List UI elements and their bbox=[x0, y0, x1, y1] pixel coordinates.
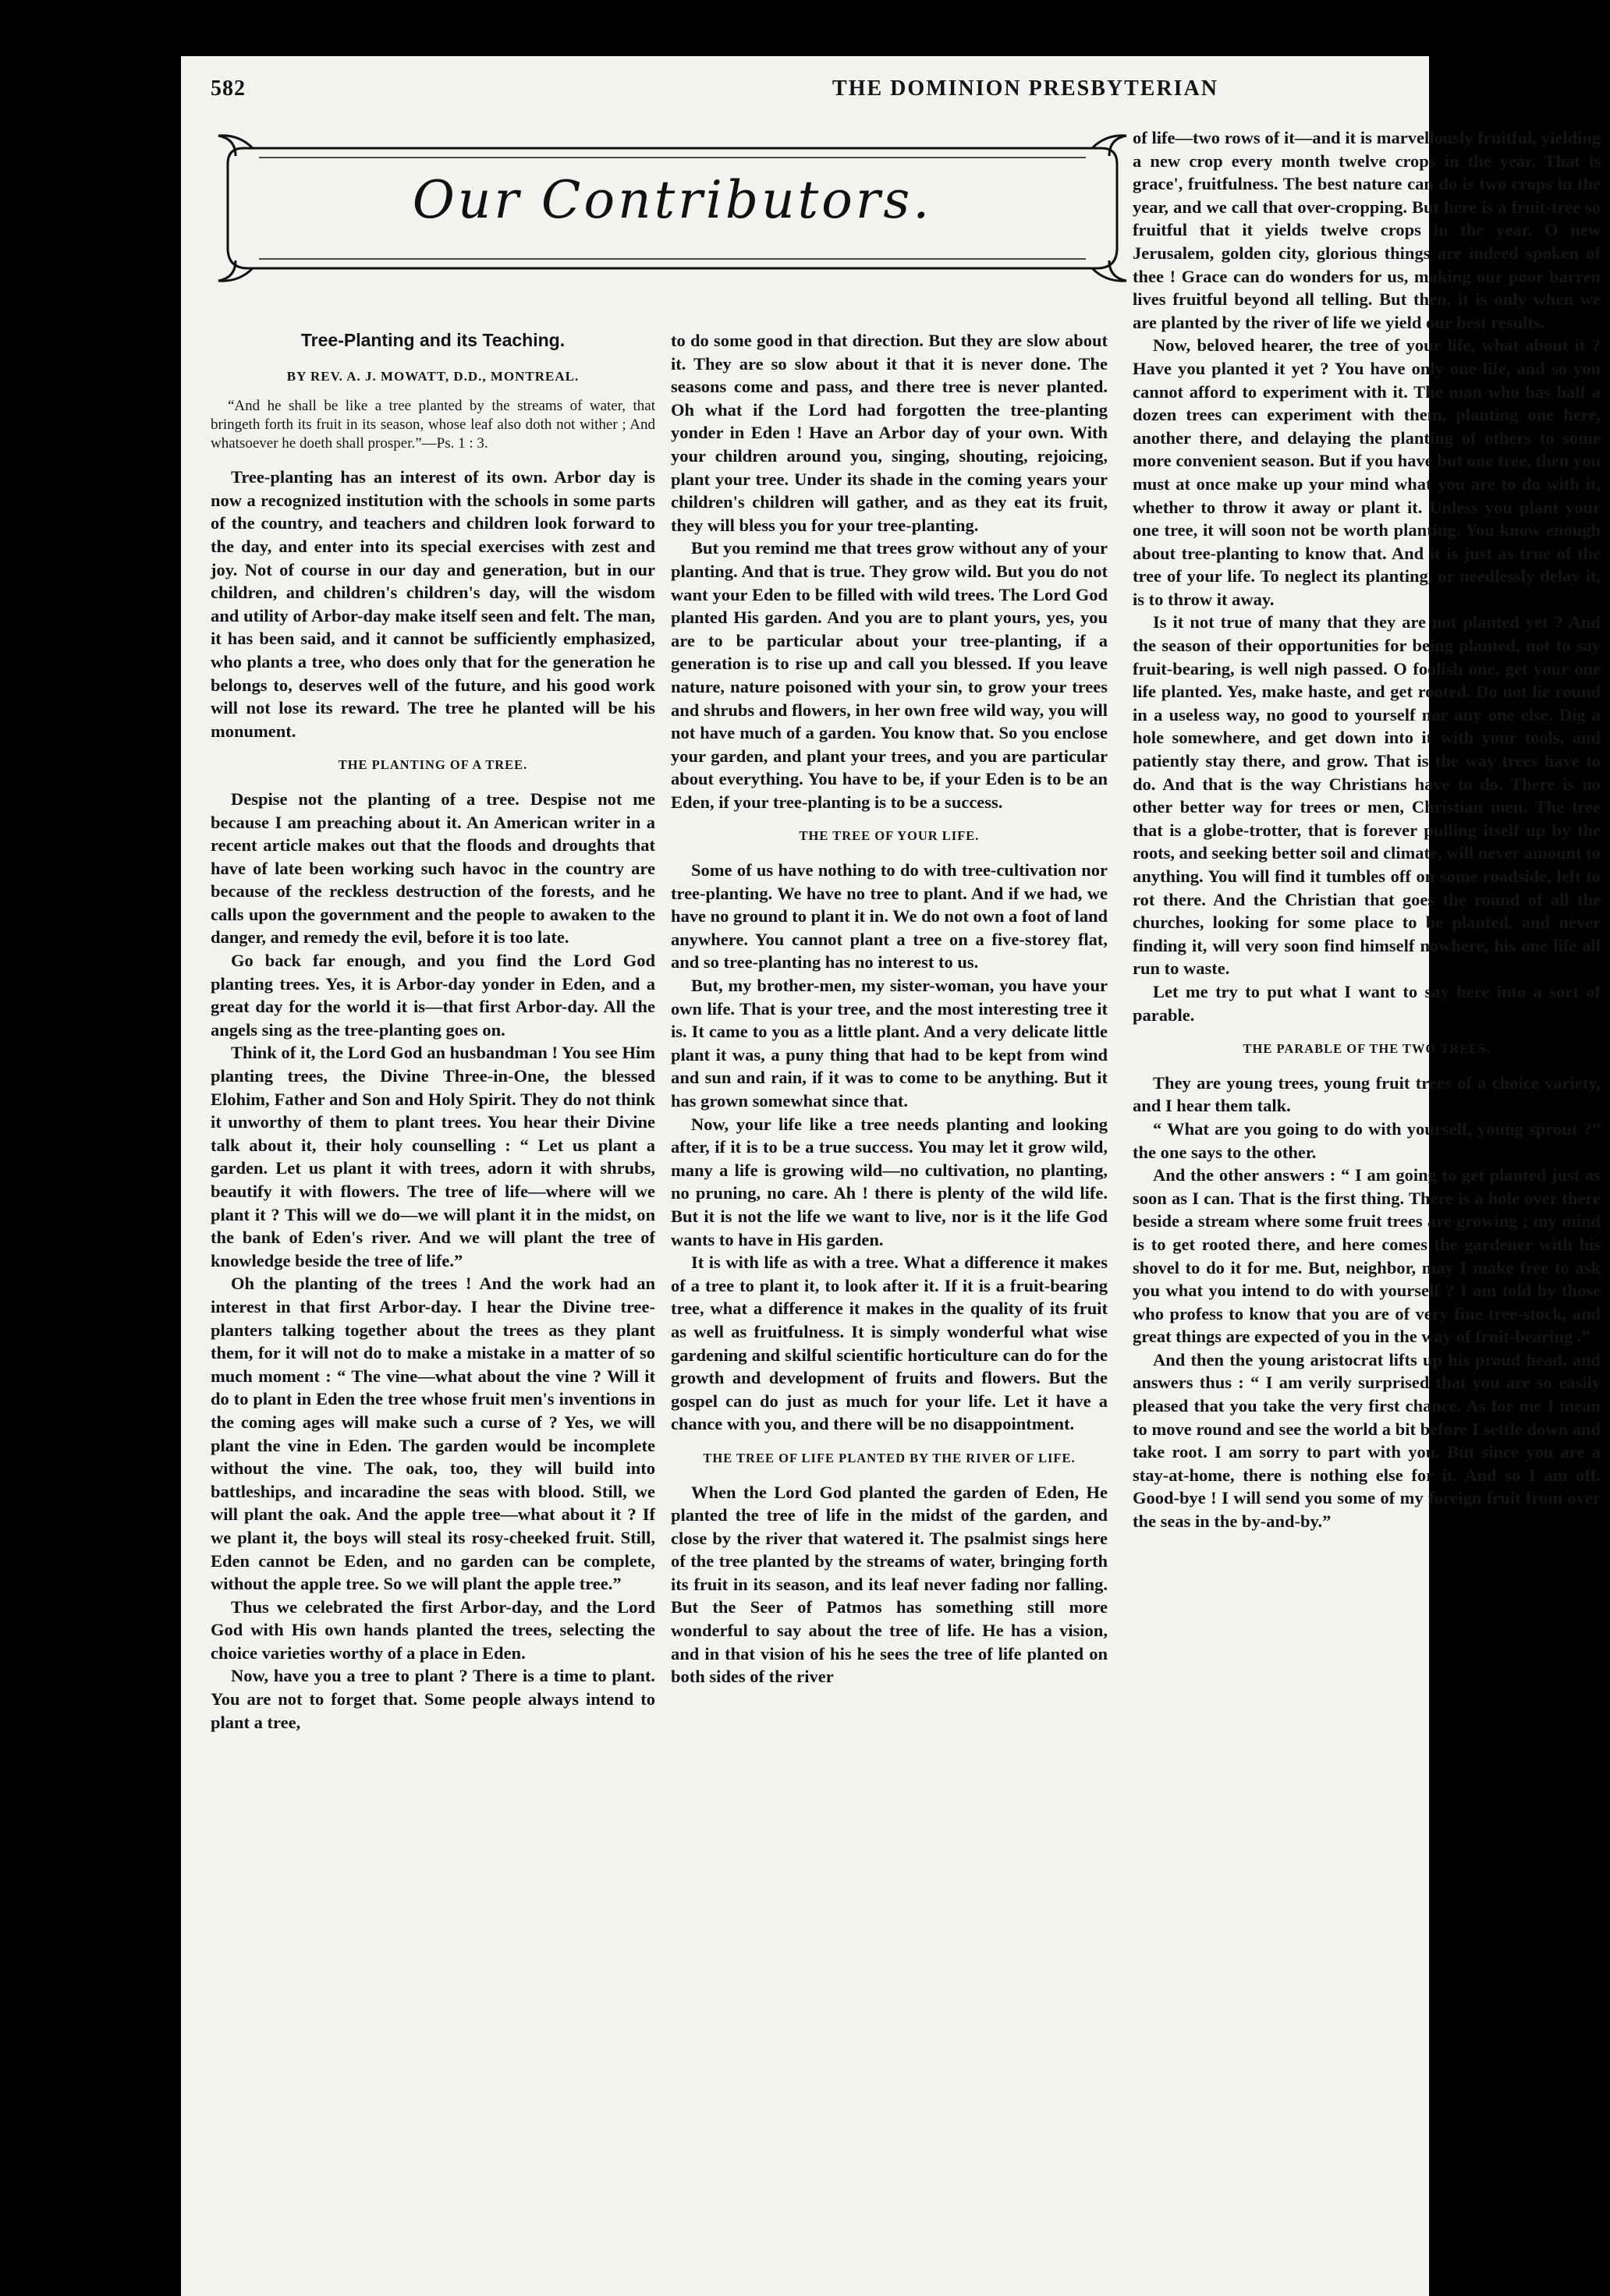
column-1 bbox=[211, 329, 655, 1734]
paragraph: Now, have you a tree to plant ? There is a time to plant. You are not to forget that. Some people always intend to plant a tree, bbox=[211, 1666, 655, 1732]
paragraph: When the Lord God planted the garden of Eden, He planted the tree of life in the midst of the garden, and close by the river that watered it. The psalmist sings here of the tree planted by the streams of water, bringing forth its fruit in its season, and its leaf never fading nor falling. But the Seer of Patmos has something still more wonderful to say about the tree of life. He has a vision, and in that vision of his he sees the tree of life planted on both sides of the river bbox=[671, 1482, 1108, 1687]
paragraph: Now, beloved hearer, the tree of your life, what about it ? Have you planted it yet ? You have only one life, and so you cannot afford to experiment with it. The man who has half a dozen trees can experiment with them, planting one here, another there, and delaying the planting of others to some more convenient season. But if you have but one tree, then you must at once make up your mind what you are to do with it, whether to throw it away or plant it. Unless you plant your one tree, it will soon not be worth planting. You know enough about tree-planting to know that. And it is just as true of the tree of your life. To neglect its planting, or needlessly delay it, is to throw it away. bbox=[1133, 335, 1601, 609]
paragraph: They are young trees, young fruit trees of a choice variety, and I hear them talk. bbox=[1133, 1072, 1601, 1116]
paragraph: Thus we celebrated the first Arbor-day, and the Lord God with His own hands planted the trees, selecting the choice varieties worthy of a place in Eden. bbox=[211, 1596, 655, 1663]
page-header bbox=[211, 70, 1218, 109]
paragraph: Tree-planting has an interest of its own. Arbor day is now a recognized institution with the schools in some parts of the country, and teachers and children look forward to the day, and enter into its special exercises with zest and joy. Not of course in our day and generation, but in our children, and children's children's day, will the wisdom and utility of Arbor-day make itself seen and felt. The man, it has been said, and it cannot be sufficiently emphasized, who plants a tree, who does only that for the generation he belongs to, deserves well of the future, and his good work will not lose its reward. The tree he planted will be his monument. bbox=[211, 467, 655, 741]
page-number: 582 bbox=[211, 76, 246, 101]
newspaper-page bbox=[181, 56, 1601, 2296]
paragraph: And the other answers : “ I am going to get planted just as soon as I can. That is the first thing. There is a hole over there beside a stream where some fruit trees are growing ; my mind is to get rooted there, and here comes the gardener with his shovel to do it for me. But, neighbor, may I make free to ask you what you intend to do with yourself ? I am told by those who profess to know that you are of very fine tree-stock, and great things are expected of you in the way of fruit-bearing .” bbox=[1133, 1165, 1601, 1347]
masthead: THE DOMINION PRESBYTERIAN bbox=[832, 76, 1218, 101]
paragraph: Now, your life like a tree needs planting and looking after, if it is to be a true success. You may let it grow wild, many a life is growing wild—no cultivation, no planting, no pruning, no care. Ah ! there is plenty of the wild life. But it is not the life we want to live, nor is it the life God wants to have in His garden. bbox=[671, 1114, 1108, 1249]
paragraph: But, my brother-men, my sister-woman, you have your own life. That is your tree, and the most interesting tree it is. It came to you as a little plant. And a very delicate little plant it was, a puny thing that had to be kept from wind and sun and rain, if it was to come to be anything. But it has grown somewhat since that. bbox=[671, 976, 1108, 1111]
subheading: THE PARABLE OF THE TWO TREES. bbox=[1243, 1041, 1491, 1057]
paragraph: Despise not the planting of a tree. Despise not me because I am preaching about it. An American writer in a recent article makes out that the floods and droughts that have of late been working such havoc in the country are because of the reckless destruction of the forests, and he calls upon the government and the people to awaken to the danger, and remedy the evil, before it is too late. bbox=[211, 788, 655, 948]
paragraph: Some of us have nothing to do with tree-cultivation nor tree-planting. We have no tree to plant. And if we had, we have no ground to plant it in. We do not own a foot of land anywhere. You cannot plant a tree on a five-storey flat, and so tree-planting has no interest to us. bbox=[671, 860, 1108, 973]
paragraph: Oh the planting of the trees ! And the work had an interest in that first Arbor-day. I hear the Divine tree-planters talking together about the trees as they plant them, for it will not do to make a mistake in a matter of so much moment : “ The vine—what about the vine ? Will it do to plant in Eden the tree whose fruit men's inventions in the coming ages will make such a curse of ? Yes, we will plant the vine in Eden. The garden would be incomplete without the vine. The oak, too, they will build into battleships, and incaradine the seas with blood. Still, we will plant the oak. And the apple tree—what about it ? If we plant it, the boys will steal its rosy-cheeked fruit. Still, Eden cannot be Eden, and no garden can be complete, without the apple tree. So we will plant the apple tree.” bbox=[211, 1274, 655, 1594]
paragraph: And then the young aristocrat lifts up his proud head, and answers thus : “ I am verily surprised that you are so easily pleased that you take the very first chance. As for me I mean to move round and see the world a bit before I settle down and take root. I am sorry to part with you. But since you are a stay-at-home, there is nothing else for it. And so I am off. Good-bye ! I will send you some of my foreign fruit from over the seas in the by-and-by.” bbox=[1133, 1349, 1601, 1532]
column-3 bbox=[1133, 126, 1601, 1533]
subheading: THE TREE OF LIFE PLANTED BY THE RIVER OF LIFE. bbox=[703, 1450, 1076, 1465]
column-2 bbox=[671, 329, 1108, 1688]
section-title: Our Contributors. bbox=[412, 170, 933, 230]
paragraph: “ What are you going to do with yourself, young sprout ?” the one says to the other. bbox=[1133, 1118, 1601, 1162]
subheading: THE PLANTING OF A TREE. bbox=[338, 757, 528, 773]
paragraph: of life—two rows of it—and it is marvellously fruitful, yielding a new crop every month twelve crops in the year. That is grace', fruitfulness. The best nature can do is two crops in the year, and we call that over-cropping. But here is a fruit-tree so fruitful that it yields twelve crops in the year. O new Jerusalem, golden city, glorious things are indeed spoken of thee ! Grace can do wonders for us, making our poor barren lives fruitful beyond all telling. But then, it is only when we are planted by the river of life we yield our best results. bbox=[1133, 128, 1601, 332]
paragraph: to do some good in that direction. But they are slow about it. They are so slow about it that it is never done. The seasons come and pass, and there tree is never planted. Oh what if the Lord had forgotten the tree-planting yonder in Eden ! Have an Arbor day of your own. With your children around you, singing, shouting, rejoicing, plant your tree. Under its shade in the coming years your children's children will gather, and as they eat its fruit, they will bless you for your tree-planting. bbox=[671, 331, 1108, 535]
section-banner bbox=[212, 131, 1133, 284]
paragraph: Go back far enough, and you find the Lord God planting trees. Yes, it is Arbor-day yonder in Eden, and a great day for the world it is—that first Arbor-day. All the angels sing as the tree-planting goes on. bbox=[211, 951, 655, 1040]
subheading: THE TREE OF YOUR LIFE. bbox=[799, 828, 980, 844]
paragraph: Is it not true of many that they are not planted yet ? And the season of their opportunities for being planted, not to say fruit-bearing, is well nigh passed. O foolish one, get your one life planted. Yes, make haste, and get rooted. Do not lie round in a useless way, no good to yourself nor any one else. Dig a hole somewhere, and get down into it with your tools, and patiently stay there, and grow. That is the way trees have to do. And that is the way Christians have to do. There is no other better way for trees or men, Christian men. The tree that is a globe-trotter, that is forever pulling itself up by the roots, and seeking better soil and climate, will never amount to anything. You will find it tumbles off on some roadside, left to rot there. And the Christian that goes the round of all the churches, looking for some place to be planted, and never finding it, will very soon find himself nowhere, his one life all run to waste. bbox=[1133, 612, 1601, 979]
article-title: Tree-Planting and its Teaching. bbox=[300, 330, 566, 350]
paragraph: But you remind me that trees grow without any of your planting. And that is true. They grow wild. But you do not want your Eden to be filled with wild trees. The Lord God planted His garden. And you are to plant yours, yes, you are to be particular about your tree-planting, if a generation is to rise up and call you blessed. If you leave nature, nature poisoned with your sin, to grow your trees and shrubs and flowers, in her own free wild way, you will not have much of a garden. You know that. So you enclose your garden, and plant your trees, and you are particular about everything. You have to be, if your Eden is to be an Eden, if your tree-planting is to be a success. bbox=[671, 538, 1108, 812]
paragraph: Let me try to put what I want to say here into a sort of parable. bbox=[1133, 981, 1601, 1025]
paragraph: Think of it, the Lord God an husbandman ! You see Him planting trees, the Divine Three-in-One, the blessed Elohim, Father and Son and Holy Spirit. They do not think it unworthy of them to plant trees. You hear their Divine talk about it, their holy counselling : “ Let us plant a garden. Let us plant it with trees, adorn it with shrubs, beautify it with flowers. The tree of life—where will we plant it ? This will we do—we will plant it in the midst, on the bank of Eden's river. And we will plant the tree of knowledge beside the tree of life.” bbox=[211, 1043, 655, 1270]
article-byline: BY REV. A. J. MOWATT, D.D., MONTREAL. bbox=[286, 368, 580, 384]
article-epigraph: “And he shall be like a tree planted by the streams of water, that bringeth forth its fruit in its season, whose leaf also doth not wither ; And whatsoever he doeth shall prosper.”—Ps. 1 : 3. bbox=[211, 398, 655, 452]
paragraph: It is with life as with a tree. What a difference it makes of a tree to plant it, to look after it. If it is a fruit-bearing tree, what a difference it makes in the quality of its fruit as well as fruitfulness. It is simply wonderful what wise gardening and skilful scientific horticulture can do for the growth and development of fruits and flowers. But the gospel can do just as much for your life. Let it have a chance with you, and there will be no disappointment. bbox=[671, 1253, 1108, 1434]
